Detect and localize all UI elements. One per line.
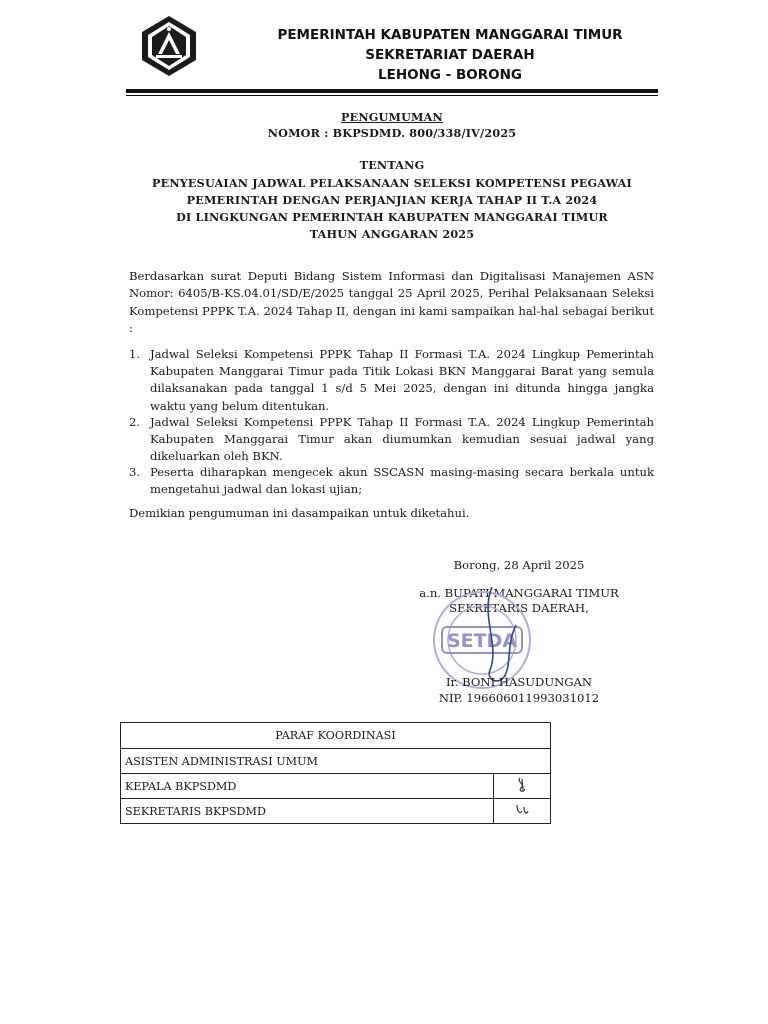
coordination-title: PARAF KOORDINASI	[121, 723, 551, 749]
closing-paragraph: Demikian pengumuman ini dasampaikan untuk diketahui.	[129, 506, 470, 520]
on-behalf: a.n. BUPATI MANGGARAI TIMUR	[419, 586, 619, 600]
list-item-text: Peserta diharapkan mengecek akun SSCASN masing-masing secara berkala untuk mengetahui jadwal dan lokasi ujian;	[150, 465, 654, 497]
signatory-position: SEKRETARIS DAERAH,	[449, 601, 589, 615]
initial-signature	[494, 774, 551, 799]
coordination-row-label: KEPALA BKPSDMD	[121, 774, 494, 799]
announcement-heading: PENGUMUMAN	[341, 110, 443, 124]
coordination-row-label: ASISTEN ADMINISTRASI UMUM	[121, 749, 551, 774]
letterhead-rule-thin	[126, 95, 658, 96]
letterhead-line-2: SEKRETARIAT DAERAH	[365, 47, 535, 63]
regency-emblem-icon	[138, 14, 200, 78]
list-item-text: Jadwal Seleksi Kompetensi PPPK Tahap II Formasi T.A. 2024 Lingkup Pemerintah Kabupaten Manggarai Timur akan diumumkan kemudian sesuai jadwal yang dikeluarkan oleh BKN.	[150, 415, 654, 464]
letterhead-line-1: PEMERINTAH KABUPATEN MANGGARAI TIMUR	[277, 27, 623, 43]
letterhead-line-3: LEHONG - BORONG	[378, 67, 522, 83]
table-row	[121, 799, 551, 824]
subject-line-3: DI LINGKUNGAN PEMERINTAH KABUPATEN MANGGARAI TIMUR	[176, 210, 608, 224]
subject-line-4: TAHUN ANGGARAN 2025	[309, 227, 475, 241]
initial-signature	[494, 799, 551, 824]
table-row	[121, 749, 551, 774]
place-date: Borong, 28 April 2025	[453, 558, 585, 572]
list-item-text: Jadwal Seleksi Kompetensi PPPK Tahap II Formasi T.A. 2024 Lingkup Pemerintah Kabupaten Manggarai Timur pada Titik Lokasi BKN Manggarai Barat yang semula dilaksanakan pada tanggal 1 s/d 5 Mei 2025, dengan ini ditunda hingga jangka waktu yang belum ditentukan.	[150, 347, 654, 413]
signatory-nip: NIP. 196606011993031012	[438, 691, 600, 705]
list-item-number: 1.	[129, 347, 141, 361]
letterhead-rule-thick	[126, 89, 658, 93]
announcement-number: NOMOR : BKPSDMD. 800/338/IV/2025	[267, 126, 517, 140]
intro-paragraph: Berdasarkan surat Deputi Bidang Sistem Informasi dan Digitalisasi Manajemen ASN Nomor: 6405/B-KS.04.01/SD/E/2025 tanggal 25 April 2025, Perihal Pelaksanaan Seleksi Kompetensi PPPK T.A. 2024 Tahap II, dengan ini kami sampaikan hal-hal sebagai berikut :	[129, 269, 654, 336]
subject-line-1: PENYESUAIAN JADWAL PELAKSANAAN SELEKSI KOMPETENSI PEGAWAI	[151, 176, 632, 190]
coordination-row-label: SEKRETARIS BKPSDMD	[121, 799, 494, 824]
list-item-number: 3.	[129, 465, 141, 479]
signatory-name: Ir. BONI HASUDUNGAN	[445, 675, 593, 689]
announcement-about: TENTANG	[359, 158, 425, 172]
list-item-number: 2.	[129, 415, 141, 429]
table-row	[121, 774, 551, 799]
stamp-text: SETDA	[446, 630, 518, 652]
coordination-table	[120, 722, 551, 824]
subject-line-2: PEMERINTAH DENGAN PERJANJIAN KERJA TAHAP II T.A 2024	[186, 193, 598, 207]
